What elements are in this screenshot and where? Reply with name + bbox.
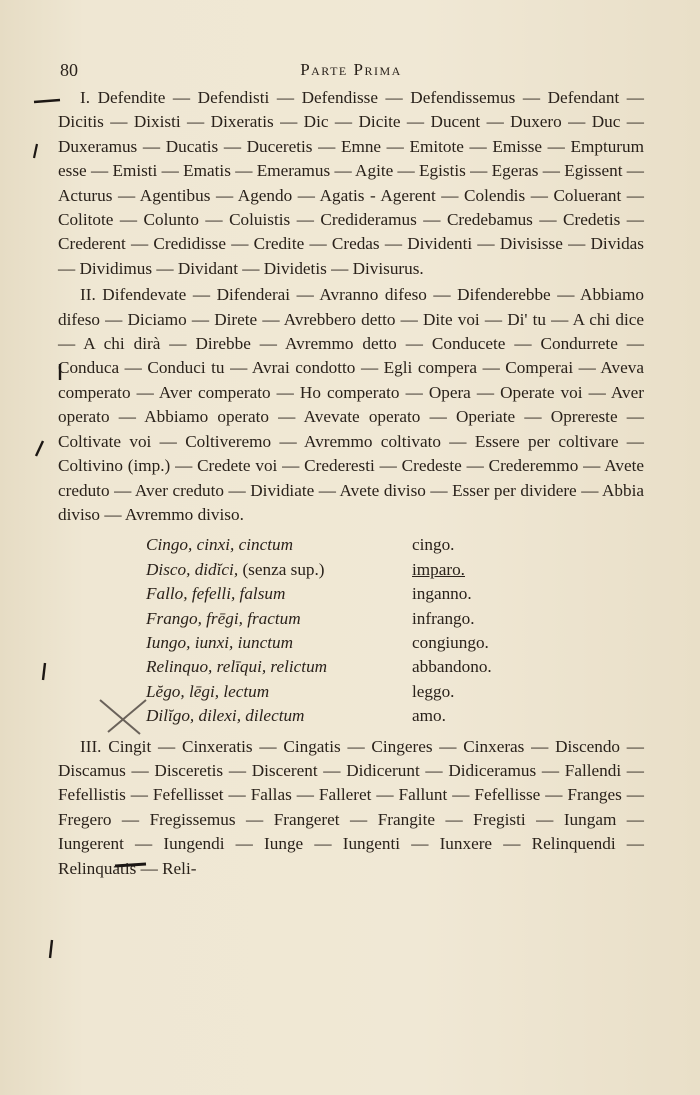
vocab-row — [146, 680, 644, 704]
vocab-latin: Relinquo, relīqui, relictum — [146, 657, 328, 677]
vocabulary-list — [146, 533, 644, 728]
vocab-italian: congiungo. — [412, 632, 489, 652]
tick-mark — [50, 940, 52, 958]
tick-mark — [36, 441, 43, 456]
page-number: 80 — [60, 60, 78, 80]
exercise-3-text: III. Cingit — Cinxeratis — Cingatis — Cingeres — Cinxeras — Discendo — Discamus — Disceretis — Discerent — Didicerunt — Didiceramus — Fallendi — Fefellistis — Fefellisset — Fallas — Falleret — Fallunt — Fefellisse — Franges — Fregero — Fregissemus — Frangeret — Frangite — Fregisti — Iungam — Iungerent — Iungendi — Iunge — Iungenti — Iunxere — Relinquendi — Relinquatis — Reli- — [58, 736, 644, 878]
vocab-row — [146, 655, 644, 679]
vocab-latin: Dilĭgo, dilexi, dilectum — [146, 706, 305, 726]
vocab-italian: inganno. — [412, 584, 472, 604]
vocab-latin: Iungo, iunxi, iunctum — [146, 632, 294, 652]
exercise-1 — [58, 86, 644, 281]
vocab-latin: Fallo, fefelli, falsum — [146, 584, 286, 604]
page-header — [58, 56, 644, 86]
exercise-2-text: II. Difendevate — Difenderai — Avranno difeso — Difenderebbe — Abbiamo difeso — Diciamo — Direte — Avrebbero detto — Dite voi — Di' tu — A chi dice — A chi dirà — Direbbe — Avremmo detto — Conducete — Condurrete — Conduca — Conduci tu — Avrai condotto — Egli compera — Comperai — Aveva comperato — Aver comperato — Ho comperato — Opera — Operate voi — Aver operato — Abbiamo operato — Avevate operato — Operiate — Oprereste — Coltivate voi — Coltiveremo — Avremmo coltivato — Essere per coltivare — Coltivino (imp.) — Credete voi — Crederesti — Credeste — Crederemmo — Avete creduto — Aver creduto — Dividiate — Avete diviso — Esser per dividere — Abbia diviso — Avremmo diviso. — [58, 285, 644, 524]
exercise-3 — [58, 735, 644, 881]
cross-mark — [100, 700, 146, 734]
vocab-latin: Disco, didĭci, — [146, 559, 239, 579]
vocab-row — [146, 631, 644, 655]
vocab-row — [146, 704, 644, 728]
exercise-2 — [58, 283, 644, 527]
vocab-row — [146, 582, 644, 606]
vocab-row — [146, 533, 644, 557]
vocab-latin: Cingo, cinxi, cinctum — [146, 535, 294, 555]
tick-mark — [43, 663, 45, 680]
vocab-row — [146, 607, 644, 631]
vocab-italian: cingo. — [412, 535, 455, 555]
vocab-row — [146, 558, 644, 582]
tick-mark — [34, 100, 60, 102]
running-title: Parte Prima — [300, 60, 402, 79]
vocab-latin: Frango, frēgi, fractum — [146, 608, 301, 628]
vocab-note: (senza sup.) — [242, 559, 325, 579]
exercise-1-text: I. Defendite — Defendisti — Defendisse — Defendissemus — Defendant — Dicitis — Dixisti — Dixeratis — Dic — Dicite — Ducent — Duxero — Duc — Duxeramus — Ducatis — Duceretis — Emne — Emitote — Emisse — Empturum esse — Emisti — Ematis — Emeramus — Agite — Egistis — Egeras — Egissent — Acturus — Agentibus — Agendo — Agatis - Agerent — Colendis — Coluerant — Colitote — Colunto — Coluistis — Credideramus — Credebamus — Credetis — Crederent — Credidisse — Credite — Credas — Dividenti — Divisisse — Dividas — Dividimus — Dividant — Dividetis — Divisurus. — [58, 88, 644, 278]
vocab-italian: abbandono. — [412, 657, 492, 677]
tick-mark — [34, 144, 37, 158]
vocab-italian: imparo. — [412, 559, 465, 579]
vocab-italian: amo. — [412, 706, 446, 726]
vocab-latin: Lĕgo, lēgi, lectum — [146, 681, 270, 701]
vocab-italian: infrango. — [412, 608, 475, 628]
vocab-italian: leggo. — [412, 681, 455, 701]
